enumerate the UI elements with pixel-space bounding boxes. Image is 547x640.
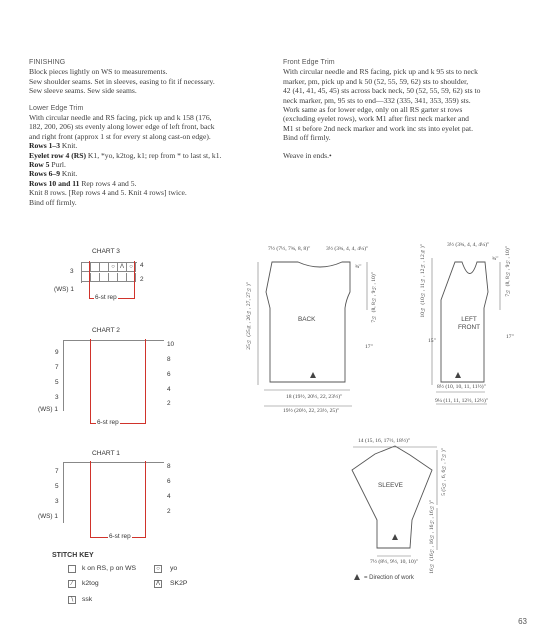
front-width-measure: 8½ (10, 10, 11, 11½)" [437, 384, 486, 390]
chart3-rep-label: 6-st rep [95, 294, 117, 301]
chart2-rep-line [90, 339, 91, 424]
sk2p-symbol-icon: Λ [155, 581, 160, 587]
back-side-measure: 17" [365, 344, 373, 350]
chart2-row-label: 4 [167, 386, 171, 393]
front-edge-column [283, 58, 523, 160]
page-number: 63 [518, 617, 527, 626]
chart3-row-label: (WS) 1 [54, 286, 74, 293]
chart1-rep-label: 6-st rep [109, 533, 131, 540]
front-15-measure: 15" [428, 338, 436, 344]
chart3-row-label: 4 [140, 262, 144, 269]
chart2-rep-label: 6-st rep [97, 419, 119, 426]
chart2-row-label: (WS) 1 [38, 406, 58, 413]
stitch-key-title: STITCH KEY [52, 552, 94, 559]
sleeve-outline [352, 446, 432, 548]
front-edge-line: marker, pm, pick up and k 50 (52, 55, 59, 62) sts to shoulder, [283, 76, 469, 86]
left-front-label: LEFT FRONT [457, 316, 480, 331]
front-neck-measure: 3½ (3¾, 4, 4, 4¼)" [447, 242, 490, 248]
yo-symbol-icon: ○ [154, 565, 162, 573]
chart1-grid [63, 462, 164, 523]
chart1-row-label: 6 [167, 478, 171, 485]
chart2-row-label: 2 [167, 400, 171, 407]
lower-edge-line: With circular needle and RS facing, pick up and k 158 (176, [29, 113, 212, 123]
chart1-row-label: 3 [55, 498, 59, 505]
row-5: Row 5 Purl. [29, 160, 66, 170]
lower-edge-line: 182, 200, 206) sts evenly along lower edge of left front, back [29, 122, 215, 132]
chart2-row-label: 5 [55, 379, 59, 386]
chart3-rep-line [89, 261, 90, 299]
back-drop-measure: ¾" [355, 264, 362, 270]
sleeve-length-measure: 16½ (16½, 16½, 16½, 16½)" [429, 500, 435, 574]
chart1-rep-line [90, 461, 91, 538]
sleeve-top-measure: 14 (15, 16, 17½, 18½)" [358, 438, 411, 444]
sleeve-label: SLEEVE [378, 482, 403, 489]
chart1-row-label: 7 [55, 468, 59, 475]
key-yo: yo [170, 565, 178, 572]
bind-off: Bind off firmly. [29, 197, 77, 207]
arrow-legend: = Direction of work [364, 575, 414, 581]
key-knit: k on RS, p on WS [82, 565, 137, 572]
finishing-column [29, 58, 265, 207]
chart2-row-label: 3 [55, 394, 59, 401]
front-hem-measure: 9¼ (11, 11, 12½, 12½)" [435, 398, 489, 404]
finishing-heading: FINISHING [29, 59, 66, 66]
chart1-row-label: 8 [167, 463, 171, 470]
chart2-grid [63, 340, 164, 411]
front-drop-measure: ¾" [492, 256, 499, 262]
front-edge-line: 42 (41, 41, 45, 45) sts across back neck, 50 (52, 55, 59, 62) sts to [283, 86, 481, 96]
chart2-row-label: 6 [167, 371, 171, 378]
chart3-row-label: 3 [70, 268, 74, 275]
front-edge-line: neck marker, pm, 95 sts to end—332 (335, 341, 353, 359) sts. [283, 95, 471, 105]
back-neck-measure: 3½ (3¾, 4, 4, 4¼)" [326, 246, 369, 252]
chart2-row-label: 10 [167, 341, 175, 348]
k2tog-symbol-icon: ⁄ [68, 580, 76, 588]
key-k2tog: k2tog [82, 580, 99, 587]
front-side-measure: 17" [506, 334, 514, 340]
front-left-measure: 10¼ (10½, 11¼, 12¼, 12¾)" [420, 244, 426, 318]
finishing-line: Sew sleeve seams. Sew side seams. [29, 86, 137, 96]
back-top-measure: 7½ (7½, 7¾, 8, 8)" [268, 246, 311, 252]
weave-in-ends: Weave in ends.• [283, 150, 332, 160]
sleeve-bottom-measure: 7½ (8½, 9½, 10, 10)" [370, 559, 418, 565]
key-ssk: ssk [82, 596, 93, 603]
chart2-row-label: 9 [55, 349, 59, 356]
chart1-title: CHART 1 [92, 450, 120, 457]
back-hem-measure: 19½ (20½, 22, 23½, 25)" [283, 408, 340, 414]
chart1-row-label: (WS) 1 [38, 513, 58, 520]
rows-1-3: Rows 1–3 Knit. [29, 141, 78, 151]
front-edge-line: Work same as for lower edge, only on all RS garter st rows [283, 105, 463, 115]
front-edge-line: M1 st before 2nd neck marker and work inc sts into eyelet pat. [283, 123, 473, 133]
front-edge-line: Bind off firmly. [283, 133, 331, 143]
chart1-row-label: 2 [167, 508, 171, 515]
chart2-rep-line [145, 339, 146, 424]
knit-8-rows: Knit 8 rows. [Rep rows 4 and 5. Knit 4 rows] twice. [29, 188, 187, 198]
back-width-measure: 18 (19½, 20½, 22, 23½)" [286, 394, 343, 400]
front-armhole-measure: 7½ (8, 8½, 9½, 10)" [505, 246, 511, 297]
ssk-symbol-icon: ∖ [68, 596, 76, 604]
chart2-row-label: 8 [167, 356, 171, 363]
knit-symbol-icon [68, 565, 76, 573]
chart3-row-label: 2 [140, 276, 144, 283]
back-armhole-measure: 7½ (8, 8½, 9½, 10)" [371, 272, 377, 323]
eyelet-row: Eyelet row 4 (RS) K1, *yo, k2tog, k1; rep from * to last st, k1. [29, 150, 222, 160]
chart3-title: CHART 3 [92, 248, 120, 255]
finishing-line: Sew shoulder seams. Set in sleeves, easing to fit if necessary. [29, 76, 215, 86]
key-sk2p: SK2P [170, 580, 188, 587]
chart2-row-label: 7 [55, 364, 59, 371]
sleeve-cap-measure: 5 (5½, 6, 6½, 7½)" [441, 448, 447, 496]
rows-10-11: Rows 10 and 11 Rep rows 4 and 5. [29, 178, 137, 188]
front-edge-line: With circular needle and RS facing, pick up and k 95 sts to neck [283, 67, 478, 77]
back-length-measure: 25½ (25¾, 26¼, 27, 27½)" [246, 282, 252, 350]
lower-edge-heading: Lower Edge Trim [29, 104, 84, 112]
chart1-row-label: 5 [55, 483, 59, 490]
front-edge-line: (excluding eyelet rows), work M1 after first neck marker and [283, 114, 469, 124]
chart2-title: CHART 2 [92, 327, 120, 334]
lower-edge-line: and right front (approx 1 st for every st along cast-on edge). [29, 131, 211, 141]
finishing-line: Block pieces lightly on WS to measurements. [29, 67, 168, 77]
chart3-rep-line [134, 261, 135, 299]
front-edge-heading: Front Edge Trim [283, 59, 335, 66]
chart1-rep-line [145, 461, 146, 538]
back-label: BACK [298, 316, 316, 323]
chart3-grid: ○ Λ ○ [81, 262, 137, 283]
rows-6-9: Rows 6–9 Knit. [29, 169, 78, 179]
chart1-row-label: 4 [167, 493, 171, 500]
